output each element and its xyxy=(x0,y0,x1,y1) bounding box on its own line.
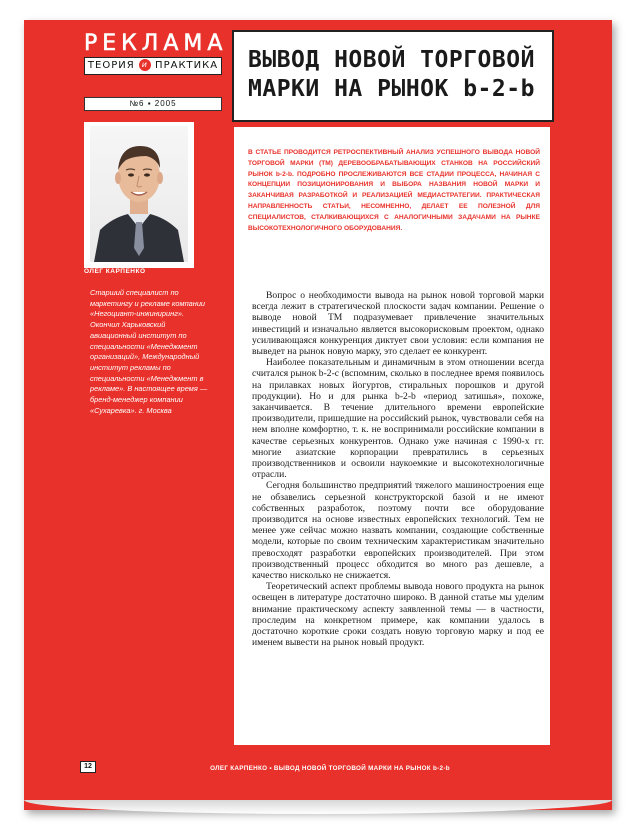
running-footer: ОЛЕГ КАРПЕНКО ▪ ВЫВОД НОВОЙ ТОРГОВОЙ МАРКИ НА РЫНОК b-2-b xyxy=(210,765,450,772)
logo-title: РЕКЛАМА xyxy=(84,31,228,56)
author-name: ОЛЕГ КАРПЕНКО xyxy=(84,268,146,275)
body-paragraph: Наиболее показательным и динамичным в этом отношении всегда считался рынок b-2-c (вспомним, сколько в последнее время появилось на прилавках новых йогуртов, стиральных порошков и другой продукции). Но и для рынка b-2-b «период затишья», похоже, заканчивается. В течение длительного времени европейские производители, пришедшие на российский рынок, чувствовали себя на нем вполне комфортно, т. к. не воспринимали российские компании в качестве серьезных конкурентов. Однако уже начиная с 1990-х гг. многие азиатские корпорации превратились в серьезных производственников и освоили наукоемкие и высокотехнологичные отрасли. xyxy=(252,357,544,481)
body-paragraph: Сегодня большинство предприятий тяжелого машиностроения еще не обзавелись серьезной конструкторской базой и не имеют собственных разработок, поэтому почти все оборудование производится на основе известных европейских технологий. Тем не менее уже сейчас можно назвать компании, создающие собственные модели, которые по своим техническим характеристикам значительно превосходят разработки европейских производителей. При этом производственный процесс обходится во много раз дешевле, а качество нисколько не снижается. xyxy=(252,480,544,582)
logo-subtitle-left: ТЕОРИЯ xyxy=(87,60,135,71)
author-photo xyxy=(90,126,188,262)
article-title: ВЫВОД НОВОЙ ТОРГОВОЙ МАРКИ НА РЫНОК b-2-b xyxy=(248,47,535,102)
logo-ampersand: и xyxy=(139,59,151,71)
author-bio: Старший специалист по маркетингу и рекламе компании «Негоциант-инжиниринг». Окончил Харьковский авиационный институт по специальности «Менеджмент организаций», Международный институт рекламы по специальности «Менеджмент в рекламе». В настоящее время — бренд-менеджер компании «Сухаревка». г. Москва xyxy=(90,288,208,415)
logo-subtitle xyxy=(84,57,222,75)
title-box xyxy=(232,30,554,122)
body-paragraph: Теоретический аспект проблемы вывода нового продукта на рынок освещен в литературе достаточно широко. В данной статье мы уделим внимание практическому аспекту заявленной темы — в частности, проследим на конкретном примере, как компании удалось в достаточно короткие сроки создать новую торговую марку и под ее именем вывести на рынок новый продукт. xyxy=(252,581,544,649)
article-body xyxy=(252,290,544,649)
logo-subtitle-right: ПРАКТИКА xyxy=(155,60,219,71)
article-lead: В СТАТЬЕ ПРОВОДИТСЯ РЕТРОСПЕКТИВНЫЙ АНАЛИЗ УСПЕШНОГО ВЫВОДА НОВОЙ ТОРГОВОЙ МАРКИ (ТМ) ДЕРЕВООБРАБАТЫВАЮЩИХ СТАНКОВ НА РОССИЙСКИЙ РЫНОК b-2-b. ПОДРОБНО ПРОСЛЕЖИВАЮТСЯ ВСЕ СТАДИИ ПРОЦЕССА, НАЧИНАЯ С КОНЦЕПЦИИ ПОЗИЦИОНИРОВАНИЯ И ВЫБОРА НАЗВАНИЯ НОВОЙ МАРКИ И ЗАКАНЧИВАЯ РАЗРАБОТКОЙ И РЕАЛИЗАЦИЕЙ МЕДИАСТРАТЕГИИ. ПРАКТИЧЕСКАЯ НАПРАВЛЕННОСТЬ СТАТЬИ, НЕСОМНЕННО, ДЕЛАЕТ ЕЕ ПОЛЕЗНОЙ ДЛЯ СПЕЦИАЛИСТОВ, СТАЛКИВАЮЩИХСЯ С АНАЛОГИЧНЫМИ ЗАДАЧАМИ НА РЫНКЕ ВЫСОКОТЕХНОЛОГИЧНОГО ОБОРУДОВАНИЯ. xyxy=(248,149,540,232)
magazine-logo xyxy=(84,31,228,76)
body-paragraph: Вопрос о необходимости вывода на рынок новой торговой марки всегда лежит в стратегической плоскости задач компании. Решение о выводе новой ТМ подразумевает привлечение значительных инвестиций и изначально является высокорисковым проектом, однако усиливающаяся конкуренция диктует свои условия: если компания не выведет на рынок новую марку, это сделает ее конкурент. xyxy=(252,290,544,358)
page-curl-shadow xyxy=(24,800,612,814)
issue-label: №6 ▪ 2005 xyxy=(84,97,222,111)
author-portrait-image xyxy=(90,126,188,262)
page-number: 12 xyxy=(80,761,96,773)
